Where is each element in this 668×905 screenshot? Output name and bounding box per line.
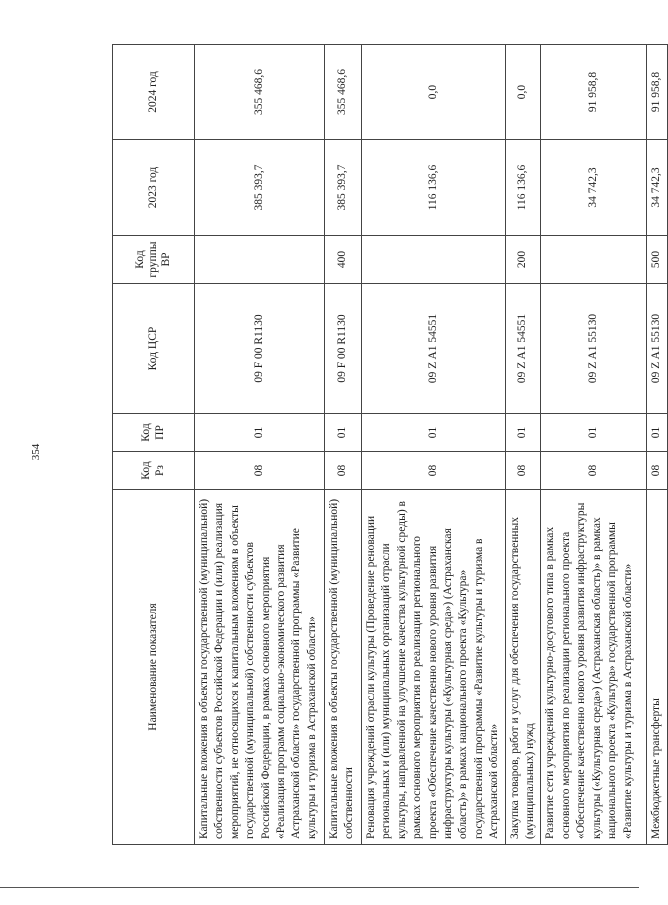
row-2024: 91 958,8 [647, 45, 667, 140]
header-2024: 2024 год [113, 45, 195, 140]
row-pr: 01 [541, 414, 647, 452]
rotated-table-container [112, 45, 663, 845]
table-row [541, 45, 647, 845]
row-pr: 01 [195, 414, 325, 452]
row-name: Закупка товаров, работ и услуг для обеспечения государственных (муниципальных) нужд [505, 490, 541, 845]
row-2024: 0,0 [505, 45, 541, 140]
row-csr: 09 Z A1 55130 [541, 284, 647, 414]
header-rz: Код Рз [113, 452, 195, 490]
row-2023: 385 393,7 [195, 140, 325, 236]
header-2023: 2023 год [113, 140, 195, 236]
row-csr: 09 Z A1 55130 [647, 284, 667, 414]
row-csr: 09 Z A1 54551 [505, 284, 541, 414]
row-name: Капитальные вложения в объекты государственной (муниципальной) собственности субъектов Российской Федерации и (или) реализация мероприятий, не относящихся к капитальным вложениям в объекты государственной (муниципальной) собственности субъектов Российской Федерации, в рамках основного мероприятия «Реализация программ социально-экономического развития Астраханской области» государственной программы «Развитие культуры и туризма в Астраханской области» [195, 490, 325, 845]
row-2023: 34 742,3 [541, 140, 647, 236]
row-2023: 385 393,7 [325, 140, 362, 236]
row-csr: 09 F 00 R1130 [325, 284, 362, 414]
row-rz: 08 [647, 452, 667, 490]
bottom-rule [0, 887, 639, 888]
row-vr: 400 [325, 236, 362, 284]
row-vr [195, 236, 325, 284]
row-2023: 34 742,3 [647, 140, 667, 236]
table-header-row [113, 45, 195, 845]
header-name: Наименование показателя [113, 490, 195, 845]
header-csr: Код ЦСР [113, 284, 195, 414]
row-csr: 09 Z A1 54551 [362, 284, 506, 414]
row-pr: 01 [325, 414, 362, 452]
page-number: 354 [30, 443, 42, 461]
table-row [325, 45, 362, 845]
row-2023: 116 136,6 [505, 140, 541, 236]
row-rz: 08 [195, 452, 325, 490]
table-row [505, 45, 541, 845]
row-2023: 116 136,6 [362, 140, 506, 236]
row-rz: 08 [362, 452, 506, 490]
row-vr: 200 [505, 236, 541, 284]
row-name: Развитие сети учреждений культурно-досугового типа в рамках основного мероприятия по реализации регионального проекта «Обеспечение качественно нового уровня развития инфраструктуры культуры («Культурная среда») (Астраханская область)» в рамках национального проекта «Культура» государственной программы «Развитие культуры и туризма в Астраханской области» [541, 490, 647, 845]
row-vr [362, 236, 506, 284]
row-pr: 01 [505, 414, 541, 452]
row-2024: 91 958,8 [541, 45, 647, 140]
row-2024: 0,0 [362, 45, 506, 140]
row-name: Реновация учреждений отрасли культуры (Проведение реновации региональных и (или) муниципальных организаций отрасли культуры, направленной на улучшение качества культурной среды) в рамках основного мероприятия по реализации регионального проекта «Обеспечение качественно нового уровня развития инфраструктуры культуры («Культурная среда») (Астраханская область)» в рамках национального проекта «Культура» государственной программы «Развитие культуры и туризма в Астраханской области» [362, 490, 506, 845]
row-2024: 355 468,6 [325, 45, 362, 140]
row-rz: 08 [325, 452, 362, 490]
row-name: Межбюджетные трансферты [647, 490, 667, 845]
row-vr [541, 236, 647, 284]
row-2024: 355 468,6 [195, 45, 325, 140]
table-row [362, 45, 506, 845]
row-name: Капитальные вложения в объекты государственной (муниципальной) собственности [325, 490, 362, 845]
header-vr: Код группы ВР [113, 236, 195, 284]
header-pr: Код ПР [113, 414, 195, 452]
row-rz: 08 [541, 452, 647, 490]
row-pr: 01 [647, 414, 667, 452]
table-row [195, 45, 325, 845]
budget-table-wrapper [112, 45, 663, 845]
row-vr: 500 [647, 236, 667, 284]
table-row [647, 45, 667, 845]
row-csr: 09 F 00 R1130 [195, 284, 325, 414]
budget-table [112, 44, 668, 845]
row-pr: 01 [362, 414, 506, 452]
row-rz: 08 [505, 452, 541, 490]
